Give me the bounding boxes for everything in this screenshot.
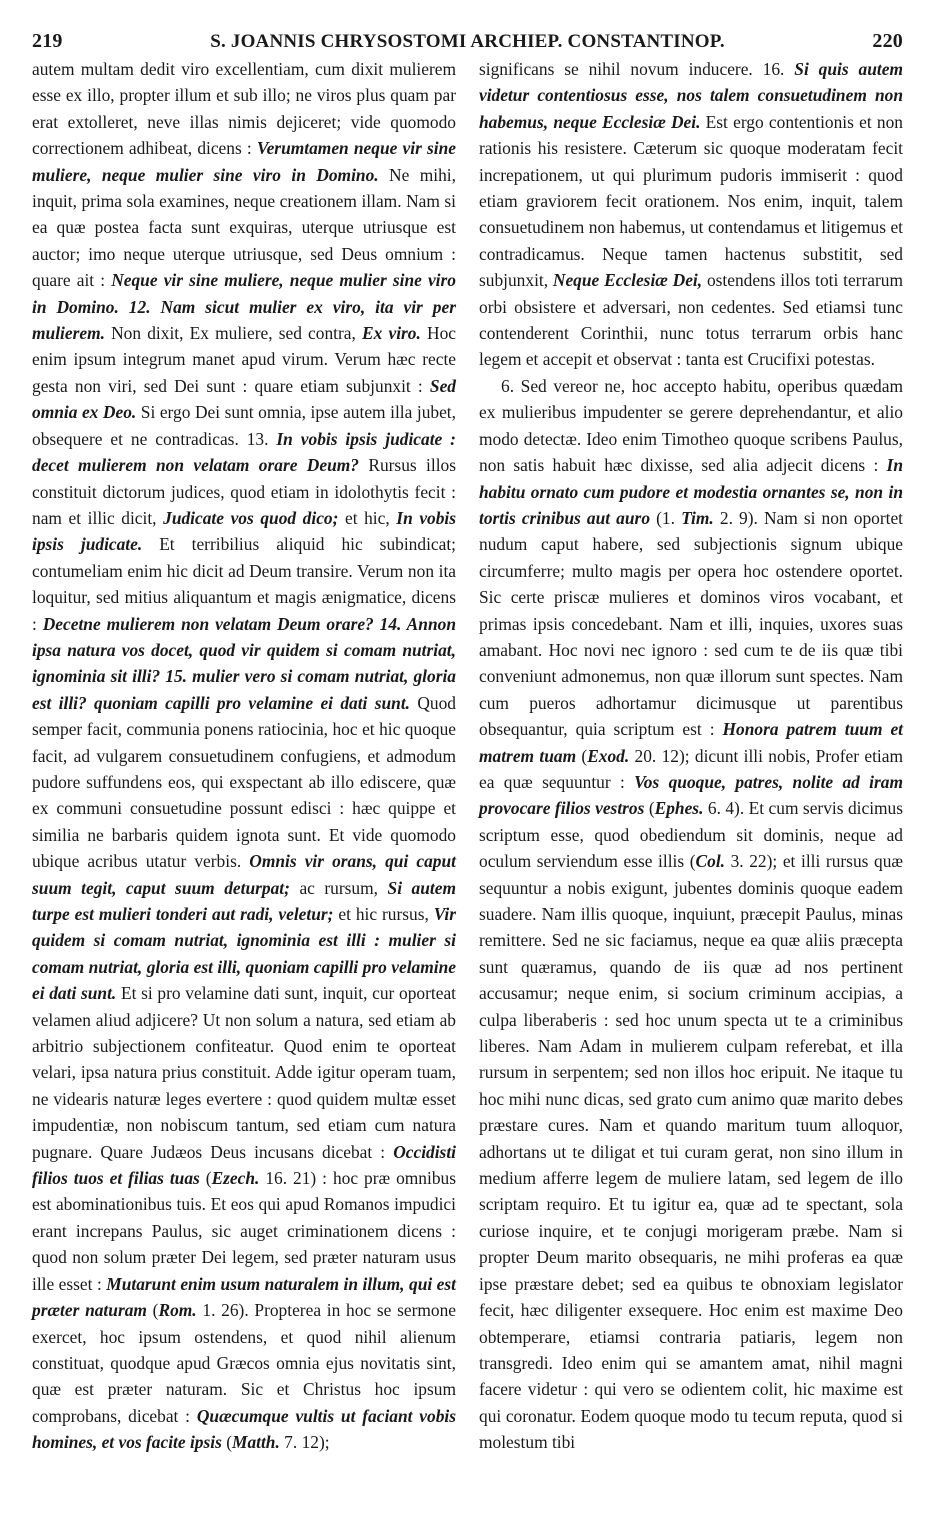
scripture-quote: Si quis autem videtur contentiosus esse, nos talem consuetudinem non habemus, neque Ecclesiæ Dei.: [479, 59, 903, 132]
scripture-quote: Occidisti filios tuos et filias tuas: [32, 1141, 456, 1189]
text-run: Hoc enim ipsum integrum manet apud virum. Verum hæc recte gesta non viri, sed Dei sunt : quare etiam subjunxit :: [32, 323, 456, 396]
running-title: S. JOANNIS CHRYSOSTOMI ARCHIEP. CONSTANTINOP.: [210, 31, 725, 52]
text-run: et hic rursus,: [333, 904, 434, 924]
paragraph: [479, 56, 903, 373]
text-run: Non dixit, Ex muliere, sed contra,: [104, 323, 363, 344]
scripture-quote: Matth.: [231, 1432, 280, 1453]
scripture-quote: Mutarunt enim usum naturalem in illum, qui est præter naturam: [32, 1273, 456, 1321]
paragraph: [32, 56, 456, 1456]
text-run: 3. 22); et illi rursus quæ sequuntur a nobis exigunt, jubentes dominis quoque eadem suadere. Nam illis quoque, inquiunt, præcepit Paulus, minas remittere. Sed ne sic faciamus, neque ea quæ aliis præcepta sunt quæramus, quando de iis quæ ad nos pertinent accusamur; neque enim, si socium criminum accipias, a culpa liberaberis : sed hoc unum specta ut te a criminibus liberes. Nam Adam in mulierem culpam referebat, et illa rursum in serpentem; sed non illos hoc eripuit. Ne itaque tu hoc mihi nunc dicas, sed grato cum animo quæ marito debes præstare cures. Nam et quando maritum tuum alloquor, adhortans ut te diligat et tui curam gerat, non sino illum in medium afferre legem de muliere latam, sed legem de illo scriptam requiro. Et tu igitur ea, quæ ad te spectant, sola curiose inquire, et te conjugi morigeram præbe. Nam si propter Deum marito obsequaris, ne mihi proferas ea quæ ipse præstare debet; sed ea quibus te obnoxiam legislator fecit, hæc diligenter exsequere. Hoc enim est maxime Deo obtemperare, etiamsi contraria patiaris, legem non transgredi. Ideo enim qui se amantem amat, nihil magni facere videtur : qui vero se odientem colit, hic maxime est qui coronatur. Eodem quoque modo tu tecum reputa, quod si molestum tibi: [479, 851, 903, 1453]
text-run: ac rursum,: [289, 877, 388, 898]
scripture-quote: Neque Ecclesiæ Dei,: [552, 270, 703, 291]
scripture-quote: Neque vir sine muliere, neque mulier sine viro in Domino. 12. Nam sicut mulier ex viro, ita vir per mulierem.: [32, 270, 456, 344]
text-run: (1.: [650, 507, 682, 528]
text-run: et hic,: [338, 507, 397, 528]
text-run: 7. 12);: [279, 1432, 330, 1453]
text-run: autem multam dedit viro excellentiam, cum dixit mulierem esse ex illo, propter illum et sub illo; ne viros plus quam par erat extolleret, neve illas nimis dejiceret; vide quomodo correctionem adhibeat, dicens :: [32, 59, 456, 159]
right-page-number: 220: [872, 30, 903, 52]
paragraph: [479, 373, 903, 1456]
scripture-quote: Sed omnia ex Deo.: [32, 375, 456, 423]
scripture-quote: Col.: [695, 851, 726, 872]
text-run: 20. 12); dicunt illi nobis, Profer etiam ea quæ sequuntur :: [479, 745, 903, 792]
left-page-number: 219: [32, 30, 63, 52]
scripture-quote: Exod.: [587, 745, 630, 766]
text-run: 16. 21) : hoc præ omnibus est abominationibus tuis. Et eos qui apud Romanos impudici erant increpans Paulus, sic auget criminationem dicens : quod non solum præter Dei legem, sed præter naturam usus ille esset :: [32, 1168, 456, 1294]
scripture-quote: Omnis vir orans, qui caput suum tegit, caput suum deturpat;: [32, 851, 456, 898]
text-run: 6. Sed vereor ne, hoc accepto habitu, operibus quædam ex mulieribus impudenter se gerere deprehendantur, et alio modo detectæ. Ideo enim Timotheo quoque scribens Paulus, non satis habuit hæc dixisse, sed alia adjecit dicens :: [479, 375, 903, 476]
text-run: (: [644, 798, 655, 819]
text-run: (: [221, 1432, 232, 1453]
text-run: (: [146, 1300, 159, 1321]
text-run: (: [576, 745, 588, 766]
scripture-quote: Rom.: [158, 1300, 197, 1321]
text-run: Si ergo Dei sunt omnia, ipse autem illa jubet, obsequere et ne contradicas. 13.: [32, 402, 456, 449]
scripture-quote: In vobis ipsis judicate : decet mulierem non velatam orare Deum?: [32, 428, 456, 476]
scripture-quote: Verumtamen neque vir sine muliere, neque mulier sine viro in Domino.: [32, 138, 456, 185]
right-column: [479, 56, 903, 1456]
text-run: Ne mihi, inquit, prima sola examines, neque creationem illam. Nam si ea quæ postea facta sunt exquiras, uterque utriusque est auctor; imo neque uterque utriusque, sed Deus omnium : quare ait :: [32, 164, 456, 291]
scripture-quote: Si autem turpe est mulieri tonderi aut radi, veletur;: [32, 877, 456, 924]
text-run: 1. 26). Propterea in hoc se sermone exercet, hoc ipsum ostendens, et quod nihil alienum constituat, quodque apud Græcos omnia ejus novitatis sint, quæ est præter naturam. Sic et Christus hoc ipsum comprobans, dicebat :: [32, 1300, 456, 1426]
scripture-quote: Ezech.: [211, 1168, 260, 1189]
left-column: [32, 56, 456, 1456]
scripture-quote: In vobis ipsis judicate.: [32, 507, 457, 555]
scripture-quote: Decetne mulierem non velatam Deum orare? 14. Annon ipsa natura vos docet, quod vir quidem si comam nutriat, ignominia sit illi? 15. mulier vero si comam nutriat, gloria est illi? quoniam capilli pro velamine ei dati sunt.: [32, 613, 456, 713]
scripture-quote: Honora patrem tuum et matrem tuam: [479, 719, 903, 766]
text-run: Et terribilius aliquid hic subindicat; contumeliam enim hic dicit ad Deum transire. Verum non ita loquitur, sed mitius aliquantum et magis ænigmatice, dicens :: [32, 534, 457, 634]
scripture-quote: Ephes.: [654, 798, 704, 819]
scripture-quote: Tim.: [681, 507, 714, 528]
text-run: significans se nihil novum inducere. 16.: [479, 59, 795, 79]
text-run: Est ergo contentionis et non rationis his resistere. Cæterum sic quoque moderatam fecit increpationem, ut qui plurimum pudoris immiserit : quod etiam graviorem fecit orationem. Nos enim, inquit, talem consuetudinem non habemus, ut contendamus et litigemus et contradicamus. Neque tamen hactenus substitit, sed subjunxit,: [479, 111, 903, 291]
text-run: 2. 9). Nam si non oportet nudum caput habere, sed subjectionis signum ubique circumferre; multo magis per opera hoc ostendere oportet. Sic certe priscæ mulieres et dominos viros vocabant, et primas ipsis concedebant. Nam et illi, inquies, uxores suas amabant. Hoc novi nec ignoro : sed cum te de iis quæ tibi conveniunt admonemus, non quæ illorum sunt spectes. Nam cum pueros adhortamur dicimusque ut parentibus obsequantur, quia scriptum est :: [479, 507, 904, 740]
scripture-quote: Judicate vos quod dico;: [163, 507, 339, 528]
text-run: 6. 4). Et cum servis dicimus scriptum esse, quod obediendum sit dominis, neque ad oculum serviendum esse illis (: [479, 798, 904, 872]
text-run: Quod semper facit, communia ponens ratiocinia, hoc et hic quoque facit, ad vulgarem consuetudinem confugiens, et admodum pudore suffundens eos, qui exspectant ab illo ediscere, quæ ex communi consuetudine possunt edisci : hæc quippe et similia ne barbaris quidem ignota sunt. Et vide quomodo ubique acribus utatur verbis.: [32, 692, 456, 872]
text-run: ostendens illos toti terrarum orbi obsistere et adversari, non cedentes. Sed etiamsi tunc contenderent Corinthii, nunc totus terrarum orbis hanc legem et accepit et observat : tanta est Crucifixi potestas.: [479, 270, 903, 370]
scripture-quote: Vos quoque, patres, nolite ad iram provocare filios vestros: [479, 771, 903, 819]
page-header: [32, 0, 903, 56]
scripture-quote: In habitu ornato cum pudore et modestia ornantes se, non in tortis crinibus aut auro: [479, 455, 903, 528]
text-run: Et si pro velamine dati sunt, inquit, cur oporteat velamen aliud adjicere? Ut non solum a natura, sed etiam ab arbitrio subjectionem confiteatur. Quod enim te oporteat velari, ipsa natura prius constituit. Adde igitur operam tuam, ne videaris naturæ leges evertere : quod quidem multæ esset impudentiæ, non nobiscum tantum, sed etiam cum natura pugnare. Quare Judæos Deus incusans dicebat :: [32, 983, 456, 1162]
text-run: Rursus illos constituit dictorum judices, quod etiam in idolothytis fecit : nam et illic dicit,: [32, 455, 456, 528]
text-run: (: [199, 1168, 212, 1189]
text-columns: [32, 56, 903, 1456]
scripture-quote: Ex viro.: [362, 323, 421, 344]
scripture-quote: Vir quidem si comam nutriat, ignominia est illi : mulier si comam nutriat, gloria est illi, quoniam capilli pro velamine ei dati sunt.: [32, 904, 456, 1004]
scripture-quote: Quæcumque vultis ut faciant vobis homines, et vos facite ipsis: [32, 1405, 456, 1453]
